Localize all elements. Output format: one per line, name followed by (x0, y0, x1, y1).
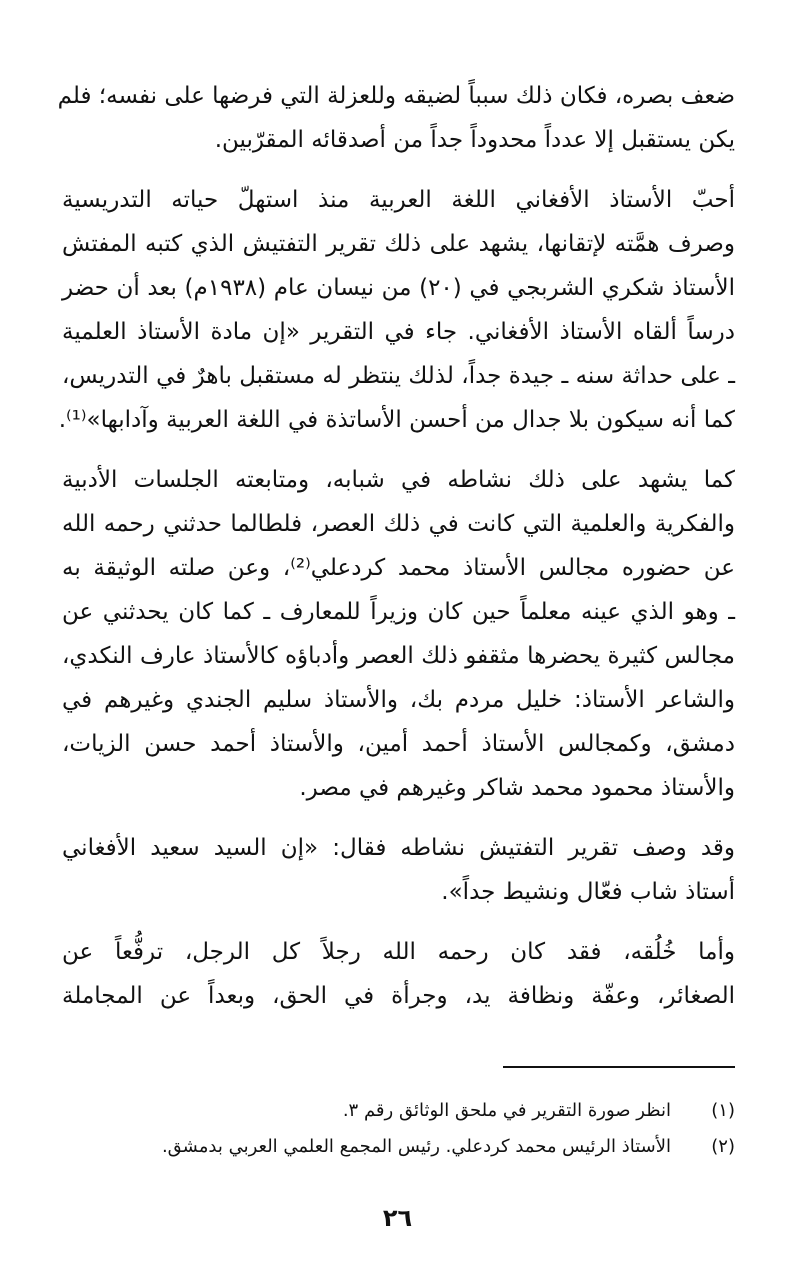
text-line: كما أنه سيكون بلا جدال من أحسن الأساتذة في اللغة العربية وآدابها»⁽¹⁾. (58, 407, 735, 433)
page-number: ٢٦ (382, 1204, 413, 1232)
text-line: والشاعر الأستاذ: خليل مردم بك، والأستاذ سليم الجندي وغيرهم في (62, 687, 735, 713)
text-line: والأستاذ محمود محمد شاكر وغيرهم في مصر. (299, 775, 735, 801)
footnote-divider (503, 1066, 735, 1068)
text-line: الأستاذ شكري الشربجي في (٢٠) من نيسان عام (١٩٣٨م) بعد أن حضر (62, 275, 736, 301)
paragraph-3 (62, 458, 735, 810)
text-line: الصغائر، وعفّة ونظافة يد، وجرأة في الحق، وبعداً عن المجاملة (62, 983, 735, 1009)
text-line: مجالس كثيرة يحضرها مثقفو ذلك العصر وأدباؤه كالأستاذ عارف النكدي، (62, 643, 735, 669)
paragraph-5 (62, 930, 735, 1018)
footnote-2 (62, 1130, 735, 1166)
text-line: أستاذ شاب فعّال ونشيط جداً». (441, 879, 735, 905)
paragraph-1 (57, 74, 735, 162)
footnote-text: انظر صورة التقرير في ملحق الوثائق رقم ٣. (342, 1100, 671, 1121)
footnote-number: (١) (711, 1100, 735, 1121)
paragraph-4 (62, 826, 735, 914)
text-line: وأما خُلُقه، فقد كان رحمه الله رجلاً كل الرجل، ترفُّعاً عن (62, 939, 735, 965)
text-line: درساً ألقاه الأستاذ الأفغاني. جاء في التقرير «إن مادة الأستاذ العلمية (62, 319, 735, 345)
text-line: ـ وهو الذي عينه معلماً حين كان وزيراً للمعارف ـ كما كان يحدثني عن (62, 599, 735, 625)
text-line: والفكرية والعلمية التي كانت في ذلك العصر، فلطالما حدثني رحمه الله (62, 511, 735, 537)
text-line: عن حضوره مجالس الأستاذ محمد كردعلي⁽²⁾، وعن صلته الوثيقة به (62, 555, 735, 581)
footnote-number: (٢) (711, 1136, 735, 1157)
text-line: يكن يستقبل إلا عدداً محدوداً جداً من أصدقائه المقرّبين. (214, 127, 735, 153)
text-line: ـ على حداثة سنه ـ جيدة جداً، لذلك ينتظر له مستقبل باهرٌ في التدريس، (62, 363, 735, 389)
main-text (57, 74, 736, 1034)
text-line: أحبّ الأستاذ الأفغاني اللغة العربية منذ استهلّ حياته التدريسية (62, 187, 735, 213)
footnote-text: الأستاذ الرئيس محمد كردعلي. رئيس المجمع العلمي العربي بدمشق. (161, 1136, 671, 1157)
text-line: ضعف بصره، فكان ذلك سبباً لضيقه وللعزلة التي فرضها على نفسه؛ فلم (57, 83, 735, 109)
text-line: دمشق، وكمجالس الأستاذ أحمد أمين، والأستاذ أحمد حسن الزيات، (62, 731, 735, 757)
text-line: وقد وصف تقرير التفتيش نشاطه فقال: «إن السيد سعيد الأفغاني (62, 835, 735, 861)
footnote-1 (62, 1094, 735, 1130)
footnotes (62, 1094, 735, 1166)
paragraph-2 (58, 178, 736, 442)
text-line: كما يشهد على ذلك نشاطه في شبابه، ومتابعته الجلسات الأدبية (62, 467, 735, 493)
text-line: وصرف همَّته لإتقانها، يشهد على ذلك تقرير التفتيش الذي كتبه المفتش (62, 231, 735, 257)
